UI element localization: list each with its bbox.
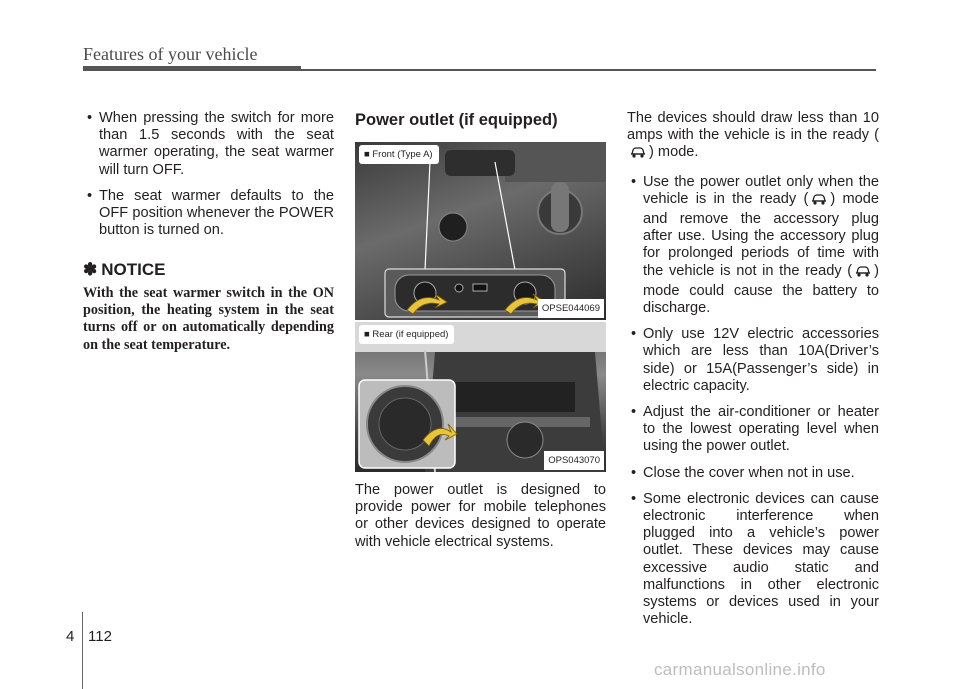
seat-warmer-bullet-list [83,110,334,239]
amps-intro-text-end: ) mode. [649,144,699,161]
rear-power-outlet-figure [355,322,606,472]
amps-intro-text: The devices should draw less than 10 amps with the vehicle is in the ready ( [627,110,879,144]
column-middle [355,110,606,551]
front-outlet-illustration [355,142,606,320]
notice-heading [83,261,334,278]
figure-code-rear: OPS043070 [544,451,604,470]
notice-asterisk-icon: ✽ [83,260,98,280]
page-number: 112 [88,628,112,645]
footer-separator [82,612,83,689]
amps-intro [627,110,879,165]
bullet-item: • Close the cover when not in use. [627,465,879,482]
figure-code-front: OPSE044069 [538,299,604,318]
page-header-title: Features of your vehicle [83,44,258,64]
figure-label-rear: ■ Rear (if equipped) [359,325,454,344]
column-right [627,110,879,637]
bullet-text: ) mode and remove the accessory plug after use. Using the accessory plug for prolonged periods of time with the vehicle is not in the ready ( [643,190,879,279]
bullet-text: Use the power outlet only when the vehicle is in the ready ( [643,173,879,207]
bullet-item: • The seat warmer defaults to the OFF position whenever the POWER button is turned on. [83,188,334,240]
power-outlet-bullet-list [627,174,879,629]
bullet-item: • When pressing the switch for more than 1.5 seconds with the seat warmer operating, the seat warmer will turn OFF. [83,110,334,179]
ready-car-icon [629,145,647,164]
rear-outlet-illustration [355,322,606,472]
ready-car-icon [854,264,872,283]
header-rule-thick [83,66,301,71]
bullet-text: ) mode could cause the battery to discharge. [643,262,879,317]
bullet-item [627,174,879,318]
bullet-item: • Some electronic devices can cause electronic interference when plugged into a vehicle’s power outlet. These devices may cause excessive audio static and malfunctions in other electronic systems or devices used in your vehicle. [627,491,879,629]
section-heading: Power outlet (if equipped) [355,111,558,129]
front-power-outlet-figure [355,142,606,320]
column-left [83,110,334,354]
watermark-text: carmanualsonline.info [654,660,826,679]
ready-car-icon [810,192,828,211]
figure-label-front: ■ Front (Type A) [359,145,439,164]
bullet-item: • Adjust the air-conditioner or heater to the lowest operating level when using the power outlet. [627,404,879,456]
power-outlet-description: The power outlet is designed to provide power for mobile telephones or other devices designed to operate with vehicle electrical systems. [355,482,606,550]
chapter-number: 4 [66,628,75,645]
bullet-item: • Only use 12V electric accessories which are less than 10A(Driver’s side) or 15A(Passenger’s side) in electric capacity. [627,326,879,395]
header-rule-thin [301,69,876,71]
notice-title: NOTICE [101,260,166,280]
notice-body: With the seat warmer switch in the ON position, the heating system in the seat turns off or on automatically depending on the seat temperature. [83,284,334,353]
